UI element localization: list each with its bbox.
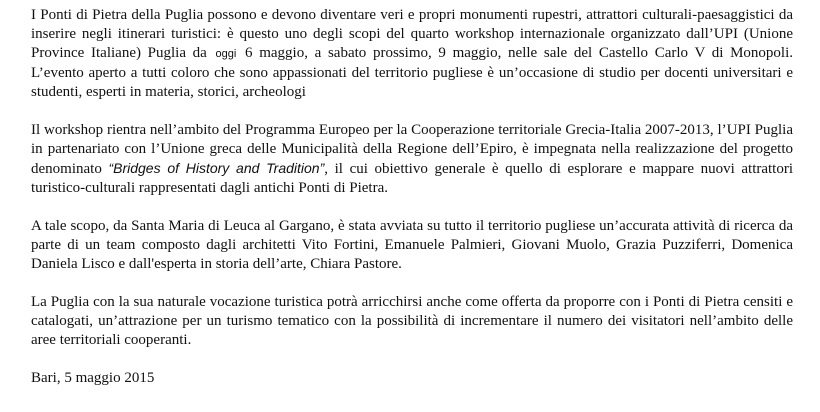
workshop-text-end: , il cui obiettivo generale è quello di esplorare e mappare nuovi attrattori turistico-culturali rappresentati dagli antichi Ponti di Pietra. [31,161,794,196]
press-release-document [31,6,793,388]
paragraph-intro [31,6,793,102]
paragraph-workshop [31,121,793,198]
paragraph-research-team: A tale scopo, da Santa Maria di Leuca al Gargano, è stata avviata su tutto il territorio pugliese un’accurata attività di ricerca da parte di un team composto dagli architetti Vito Fortini, Emanuele Palmieri, Giovani Muolo, Grazia Puzziferri, Domenica Daniela Lisco e dall'esperta in storia dell’arte, Chiara Pastore. [31,218,793,272]
intro-text-start: I Ponti di Pietra della Puglia possono e devono diventare veri e propri monumenti rupestri, attrattori culturali-paesaggistici da inserire negli itinerari turistici: è questo uno degli scopi del quarto workshop internazionale organizzato dall’UPI (Unione Province Italiane) Puglia da [31,7,793,61]
date-line: Bari, 5 maggio 2015 [31,370,155,386]
paragraph-tourism: La Puglia con la sua naturale vocazione turistica potrà arricchirsi anche come offerta da proporre con i Ponti di Pietra censiti e catalogati, un’attrazione per un turismo tematico con la possibilità di incrementare il numero dei visitatori nell’ambito delle aree territoriali cooperanti. [31,294,793,348]
today-word: oggi [215,48,237,60]
intro-text-end: 6 maggio, a sabato prossimo, 9 maggio, nelle sale del Castello Carlo V di Monopoli. L’evento aperto a tutti coloro che sono appassionati del territorio pugliese è un’occasione di studio per docenti universitari e studenti, esperti in materia, storici, archeologi [31,45,793,100]
project-title: “Bridges of History and Tradition” [108,160,325,176]
workshop-text-start: Il workshop rientra nell’ambito del Programma Europeo per la Cooperazione territoriale Grecia-Italia 2007-2013, l’UPI Puglia in partenariato con l’Unione greca delle Municipalità della Regione dell’Epiro, è impegnata nella realizzazione del progetto denominato [31,122,793,177]
